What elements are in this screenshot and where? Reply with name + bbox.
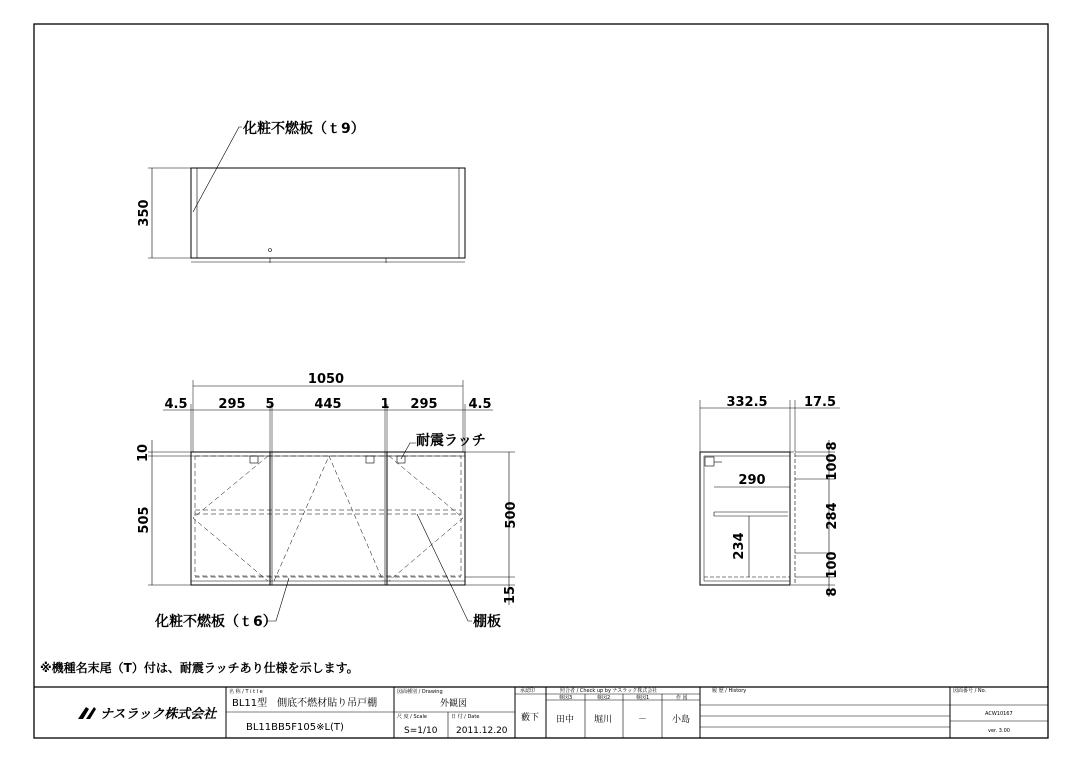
right-height-dim: 500 bbox=[504, 501, 519, 529]
sheet-border bbox=[34, 24, 1048, 738]
check-col-1: 検図3 bbox=[559, 695, 573, 701]
title-header: 名 称 / T i t l e bbox=[229, 689, 263, 695]
side-view-cabinet bbox=[700, 452, 790, 585]
latch-icon bbox=[250, 456, 258, 463]
company-name: ナスラック株式会社 bbox=[100, 707, 217, 722]
latch-icon bbox=[397, 456, 405, 463]
seg-dim-7: 4.5 bbox=[468, 397, 492, 412]
seg-dim-6: 295 bbox=[410, 397, 438, 412]
approval-value: 藪下 bbox=[521, 713, 540, 723]
scale-value: S=1/10 bbox=[404, 726, 438, 736]
version: ver. 3.00 bbox=[988, 728, 1010, 734]
check-value-4: 小島 bbox=[672, 715, 691, 725]
front-view-cabinet bbox=[191, 452, 465, 585]
latch-label: 耐震ラッチ bbox=[416, 433, 486, 449]
seg-dim-4: 445 bbox=[314, 397, 342, 412]
side-v-dim-5: 8 bbox=[825, 587, 840, 597]
spec-note: ※機種名末尾（T）付は、耐震ラッチあり仕様を示します。 bbox=[40, 661, 359, 675]
company-logo bbox=[78, 706, 218, 722]
side-v-dim-2: 100 bbox=[825, 453, 840, 481]
title-line1: BL11型 側底不燃材貼り吊戸棚 bbox=[232, 698, 378, 709]
side-inner-dim: 290 bbox=[738, 473, 766, 488]
nasluck-logo-icon bbox=[78, 707, 96, 719]
check-value-3: － bbox=[638, 715, 648, 725]
bottom-small-dim: 15 bbox=[503, 585, 518, 605]
top-view-cabinet bbox=[191, 168, 465, 258]
approval-header: 承認印 bbox=[520, 688, 536, 694]
side-view bbox=[700, 395, 840, 597]
front-view bbox=[136, 372, 519, 630]
drawing-value: 外観図 bbox=[440, 699, 468, 709]
bottom-material-label: 化粧不燃板（ｔ6） bbox=[155, 614, 277, 630]
side-v-dim-4: 100 bbox=[825, 551, 840, 579]
side-depth-dim: 332.5 bbox=[726, 395, 768, 410]
left-small-dim: 10 bbox=[136, 443, 151, 463]
check-col-4: 作 図 bbox=[676, 695, 688, 701]
check-col-3: 検図1 bbox=[636, 695, 650, 701]
check-value-1: 田中 bbox=[556, 715, 575, 725]
check-value-2: 堀川 bbox=[594, 715, 613, 725]
side-v-dim-3: 284 bbox=[825, 502, 840, 530]
latch-icon bbox=[366, 456, 374, 463]
title-line2: BL11BB5F105※L(T) bbox=[246, 722, 344, 733]
no-header: 図面番号 / No. bbox=[953, 688, 987, 694]
side-door-dim: 17.5 bbox=[803, 395, 837, 410]
top-height-dim: 350 bbox=[137, 199, 152, 227]
title-block-text bbox=[229, 687, 1013, 736]
check-col-2: 検図2 bbox=[597, 695, 611, 701]
scale-header: 尺 度 / Scale bbox=[397, 714, 427, 720]
date-header: 日 付 / Date bbox=[451, 714, 480, 720]
shelf-label: 棚板 bbox=[473, 614, 501, 630]
seg-dim-2: 295 bbox=[218, 397, 246, 412]
latch-icon bbox=[705, 457, 714, 466]
side-shelf-dim: 234 bbox=[732, 532, 747, 560]
history-header: 履 歴 / History bbox=[712, 688, 747, 694]
date-value: 2011.12.20 bbox=[456, 726, 508, 736]
side-v-dim-1: 8 bbox=[825, 441, 840, 451]
overall-width-dim: 1050 bbox=[307, 372, 345, 387]
seg-dim-5: 1 bbox=[380, 397, 390, 412]
left-height-dim: 505 bbox=[137, 506, 152, 534]
top-view bbox=[137, 120, 465, 263]
seg-dim-1: 4.5 bbox=[164, 397, 188, 412]
check-header: 照合者 / Check up by ナスラック株式会社 bbox=[560, 688, 658, 694]
seg-dim-3: 5 bbox=[265, 397, 275, 412]
top-material-label: 化粧不燃板（ｔ9） bbox=[243, 121, 365, 137]
drawing-header: 図面種別 / Drawing bbox=[397, 689, 443, 695]
no-value: ACW10167 bbox=[985, 711, 1013, 717]
